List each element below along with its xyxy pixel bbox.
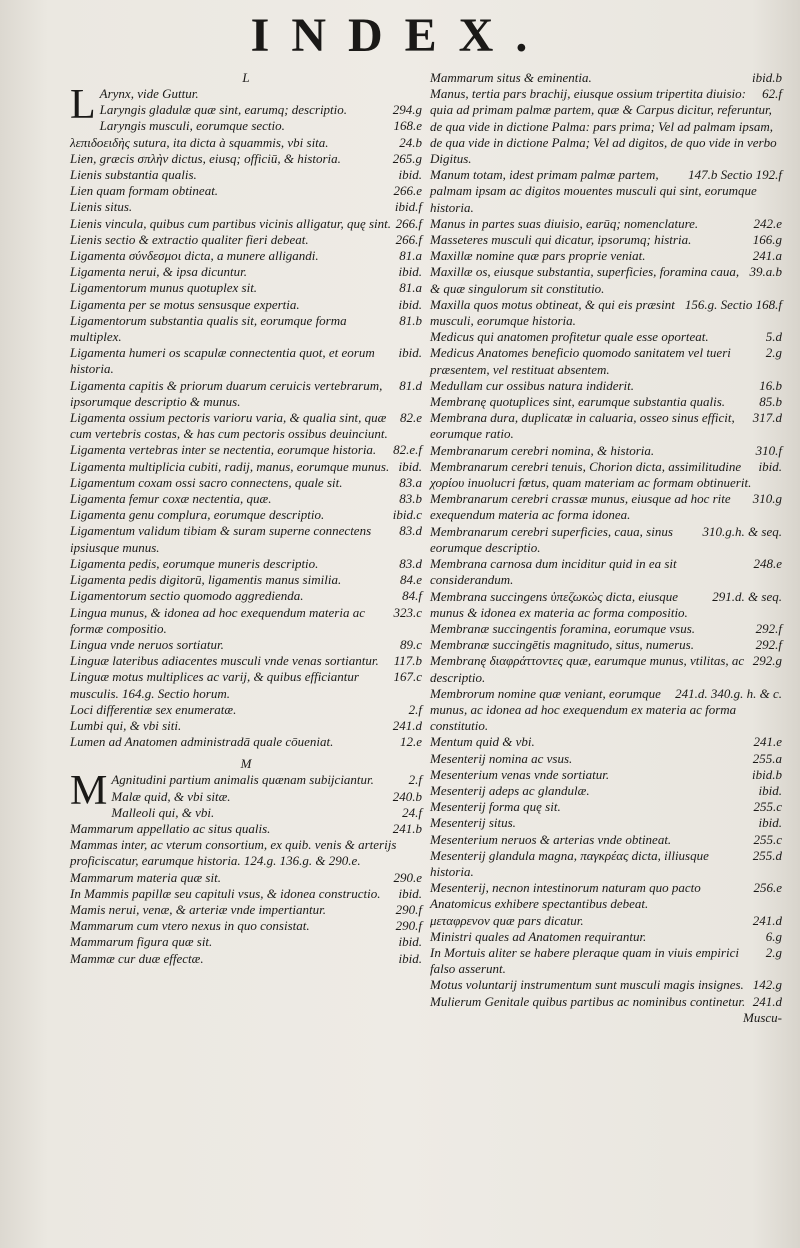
entry-reference: 291.d. & seq. <box>712 588 782 604</box>
entry-text: Ligamentorum sectio quomodo aggredienda. <box>70 588 304 604</box>
entry-reference: 84.e <box>399 572 422 588</box>
index-entry <box>430 410 782 442</box>
entry-text: Masseteres musculi qui dicatur, ipsorumq; histria. <box>430 232 692 248</box>
index-entry <box>70 167 422 183</box>
entry-text: Maxillæ nomine quæ pars proprie veniat. <box>430 248 646 264</box>
entry-reference: 6.g <box>765 928 782 944</box>
index-entry <box>430 443 782 459</box>
entry-reference: ibid.b <box>752 766 782 782</box>
entry-text: Lien, græcis σπλὴν dictus, eiusq; officiū, & historia. <box>70 150 341 166</box>
index-entry <box>70 821 422 837</box>
index-entry <box>430 783 782 799</box>
entry-text: Ligamenta pedis, eorumque muneris descriptio. <box>70 555 319 571</box>
entry-reference: 142.g <box>752 977 782 993</box>
index-entry <box>430 848 782 880</box>
entry-text: Laryngis gladulæ quæ sint, earumq; descriptio. <box>99 102 348 118</box>
index-entry <box>70 572 422 588</box>
entry-text: Maxilla quos motus obtineat, & qui eis præsint musculi, eorumque historia. <box>430 296 675 329</box>
entry-reference: 62.f <box>762 86 782 102</box>
entry-reference: 16.b <box>759 377 782 393</box>
entry-reference: 83.b <box>399 491 422 507</box>
entry-text: Linguæ motus multiplices ac varij, & quibus efficiantur musculis. 164.g. Sectio horum. <box>70 669 359 701</box>
entry-text: Mamis nerui, venæ, & arteriæ vnde impertiantur. <box>70 901 327 917</box>
entry-reference: ibid. <box>758 782 782 798</box>
entry-reference: 256.e <box>753 880 782 896</box>
index-entry <box>70 669 422 701</box>
entry-text: Lienis substantia qualis. <box>70 167 197 183</box>
entry-text: Membranarum cerebri superficies, caua, sinus eorumque descriptio. <box>430 523 673 555</box>
index-entry <box>430 994 782 1010</box>
entry-reference: 82.e <box>399 410 422 426</box>
entry-reference: 39.a.b <box>749 264 782 280</box>
entry-reference: 255.a <box>752 750 782 766</box>
entry-reference: 83.d <box>399 555 422 571</box>
entry-text: Ligamentorum munus quotuplex sit. <box>70 280 258 296</box>
entry-text: Mesenterij glandula magna, παγκρέας dicta, illiusque historia. <box>430 847 709 879</box>
entry-text: Ligamenta capitis & priorum duarum ceruicis vertebrarum, ipsorumque descriptio & munus. <box>70 377 383 409</box>
entry-reference: ibid. <box>398 345 422 361</box>
index-entry <box>70 216 422 232</box>
entry-reference: ibid. <box>398 950 422 966</box>
entry-text: Lumbi qui, & vbi siti. <box>70 717 182 733</box>
entries-l <box>70 82 422 750</box>
entry-reference: 266.f <box>395 215 422 231</box>
index-entry <box>430 491 782 523</box>
index-entry <box>430 297 782 329</box>
entry-reference: 81.a <box>399 280 422 296</box>
entry-text: Malæ quid, & vbi sitæ. <box>111 788 231 804</box>
entry-reference: 241.d <box>392 717 422 733</box>
index-entry <box>70 442 422 458</box>
entry-text: Mulierum Genitale quibus partibus ac nominibus continetur. <box>430 993 746 1009</box>
entry-reference: 290.f <box>395 901 422 917</box>
entry-reference: 294.g <box>392 102 422 118</box>
entry-reference: 167.c <box>393 669 422 685</box>
entry-reference: 310.f <box>755 442 782 458</box>
entry-text: Membrana dura, duplicatæ in caluaria, osseo sinus efficit, eorumque ratio. <box>430 410 735 442</box>
entry-text: Motus voluntarij instrumentum sunt musculi magis insignes. <box>430 977 744 993</box>
entry-reference: ibid. <box>398 296 422 312</box>
index-entry <box>70 605 422 637</box>
entry-text: Loci differentiæ sex enumeratæ. <box>70 701 237 717</box>
index-entry <box>430 248 782 264</box>
entry-text: Membrana carnosa dum inciditur quid in ea sit considerandum. <box>430 556 677 588</box>
entry-reference: ibid. <box>758 815 782 831</box>
index-entry <box>70 491 422 507</box>
index-entry <box>70 653 422 669</box>
entry-reference: ibid. <box>398 167 422 183</box>
entry-text: Malleoli qui, & vbi. <box>111 804 215 820</box>
entry-reference: 266.e <box>393 183 422 199</box>
index-entry <box>70 313 422 345</box>
index-entry <box>430 524 782 556</box>
entry-text: Membranę διαφράττοντες quæ, earumque munus, vtilitas, ac descriptio. <box>430 653 745 685</box>
entry-text: Mammarum situs & eminentia. <box>430 70 592 85</box>
index-entry <box>70 280 422 296</box>
left-column <box>70 70 422 967</box>
entry-text: Membranarum cerebri tenuis, Chorion dicta, assimilitudine χορίου inuolucri fœtus, quam materiam ac formam obtinuerit. <box>430 458 752 491</box>
entry-text: Mammas inter, ac vterum consortium, ex quib. venis & arterijs proficiscatur, earumque historia. 124.g. 136.g. & 290.e. <box>70 837 397 869</box>
entry-text: Arynx, vide Guttur. <box>99 86 199 101</box>
index-entry <box>70 523 422 555</box>
entry-text: Ligamentum coxam ossi sacro connectens, quale sit. <box>70 474 343 490</box>
index-entry <box>430 329 782 345</box>
entry-text: Ministri quales ad Anatomen requirantur. <box>430 928 647 944</box>
entry-reference: 266.f <box>395 231 422 247</box>
entry-text: Mammarum cum vtero nexus in quo consistat. <box>70 918 310 934</box>
index-entry <box>430 216 782 232</box>
entry-reference: 241.a <box>752 248 782 264</box>
entry-text: Ligamenta humeri os scapulæ connectentia quot, et eorum historia. <box>70 345 375 377</box>
index-entry <box>70 805 422 821</box>
page-title: INDEX. <box>250 9 550 62</box>
entry-text: Membranæ succingentis foramina, eorumque vsus. <box>430 620 696 636</box>
entry-reference: ibid.b <box>752 70 782 85</box>
section-letter-m: M <box>240 756 252 772</box>
entry-reference: 81.b <box>399 312 422 328</box>
entry-reference: 290.f <box>395 918 422 934</box>
entry-text: Maxillæ os, eiusque substantia, superficies, foramina caua, & quæ singulorum sit constitutio. <box>430 264 740 296</box>
index-entry <box>430 86 782 167</box>
index-entry <box>430 734 782 750</box>
entry-reference: 82.e.f <box>393 442 422 458</box>
entry-reference: 292.g <box>752 653 782 669</box>
entry-text: Manus, tertia pars brachij, eiusque ossium tripertita diuisio: quia ad primam palmæ partem, quæ & Carpus dicitur, referuntur, de qua vide in dictione Palma: pars prima; Vel ad palmam ipsam, de qua vide in dictione Palma; Vel ad digitos, de quo vide in verbo Digitus. <box>430 86 777 167</box>
entry-reference: ibid.f <box>394 199 422 215</box>
entry-text: Lienis situs. <box>70 199 133 215</box>
index-entry <box>70 264 422 280</box>
entry-text: Ligamenta nerui, & ipsa dicuntur. <box>70 264 247 280</box>
entry-text: Membranarum cerebri crassæ munus, eiusque ad hoc rite exequendum materia ac forma idonea. <box>430 491 731 523</box>
entry-text: Ligamentorum substantia qualis sit, eorumque forma multiplex. <box>70 312 347 345</box>
index-entry <box>430 832 782 848</box>
index-entry <box>430 167 782 216</box>
entry-reference: ibid.c <box>392 507 422 523</box>
entry-text: Linguæ lateribus adiacentes musculi vnde venas sortiantur. <box>70 653 379 669</box>
entry-reference: ibid. <box>398 885 422 901</box>
index-entry <box>70 475 422 491</box>
index-entry <box>430 556 782 588</box>
entry-text: Lingua munus, & idonea ad hoc exequendum materia ac formæ compositio. <box>70 604 365 636</box>
entry-reference: 255.c <box>753 831 782 847</box>
entry-reference: ibid. <box>758 458 782 474</box>
entry-text: Lumen ad Anatomen administradā quale cōueniat. <box>70 734 334 750</box>
entry-text: Membrana succingens ὑπεζωκὼς dicta, eiusque munus & idonea ex materia ac forma compositio. <box>430 588 688 620</box>
entry-reference: 117.b <box>393 653 422 669</box>
entry-reference: 292.f <box>755 620 782 636</box>
section-letter-l: L <box>242 70 250 85</box>
index-entry <box>70 507 422 523</box>
index-entry <box>70 199 422 215</box>
entry-text: Membrorum nomine quæ veniant, eorumque munus, ac idonea ad hoc exequendum ex materia ac forma constitutio. <box>430 685 737 734</box>
entry-reference: 24.b <box>399 134 422 150</box>
entry-text: Mammarum appellatio ac situs qualis. <box>70 820 271 836</box>
entry-text: Mammæ cur duæ effectæ. <box>70 950 204 966</box>
entry-text: Ligamentum validum tibiam & suram superne connectens ipsiusque munus. <box>70 523 372 555</box>
entry-text: Manus in partes suas diuisio, earūq; nomenclature. <box>430 215 699 231</box>
entry-reference: 241.d <box>752 993 782 1009</box>
index-entry <box>430 345 782 377</box>
index-entry <box>430 378 782 394</box>
index-entry <box>70 902 422 918</box>
entry-reference: 265.g <box>392 150 422 166</box>
entry-text: Ligamenta multiplicia cubiti, radij, manus, eorumque munus. <box>70 458 390 474</box>
index-entry <box>430 264 782 296</box>
entry-reference: 241.b <box>392 820 422 836</box>
index-entry <box>70 951 422 967</box>
index-entry <box>430 913 782 929</box>
entry-reference: 310.g.h. & seq. <box>702 523 782 539</box>
entry-reference: 147.b Sectio 192.f <box>688 167 782 183</box>
entry-reference: 240.b <box>392 788 422 804</box>
entry-reference: ibid. <box>398 458 422 474</box>
entry-reference: 323.c <box>393 604 422 620</box>
index-entry <box>430 70 782 86</box>
entry-reference: 241.d. 340.g. h. & c. <box>675 685 782 701</box>
entry-text: Lien quam formam obtineat. <box>70 183 219 199</box>
index-entry <box>430 977 782 993</box>
index-entry <box>70 637 422 653</box>
entry-text: Mesenterij adeps ac glandulæ. <box>430 782 590 798</box>
entry-reference: 241.e <box>753 734 782 750</box>
index-entry <box>70 734 422 750</box>
index-entry <box>70 556 422 572</box>
entry-reference: 292.f <box>755 637 782 653</box>
entry-reference: ibid. <box>398 264 422 280</box>
index-entry <box>70 118 422 134</box>
entry-text: Medicus Anatomes beneficio quomodo sanitatem vel tueri præsentem, vel restituat absentem. <box>430 345 731 377</box>
entry-reference: 317.d <box>752 410 782 426</box>
index-entry <box>70 918 422 934</box>
index-entry <box>70 837 422 869</box>
entry-text: Agnitudini partium animalis quænam subijciantur. <box>111 772 374 788</box>
entry-reference: 255.c <box>753 799 782 815</box>
entry-text: Ligamenta genu complura, eorumque descriptio. <box>70 507 325 523</box>
entry-text: Membranarum cerebri nomina, & historia. <box>430 442 655 458</box>
index-entry <box>70 718 422 734</box>
entry-reference: 2.g <box>765 944 782 960</box>
entry-reference: 83.a <box>399 474 422 490</box>
entry-text: In Mammis papillæ seu capituli vsus, & idonea constructio. <box>70 885 381 901</box>
entry-reference: 248.e <box>753 556 782 572</box>
index-entry <box>430 799 782 815</box>
entry-reference: 290.e <box>393 869 422 885</box>
entry-text: Lingua vnde neruos sortiatur. <box>70 636 224 652</box>
index-entry <box>430 929 782 945</box>
entry-reference: 24.f <box>402 804 422 820</box>
entry-text: Medicus qui anatomen profitetur quale esse oporteat. <box>430 329 709 345</box>
entry-text: Manum totam, idest primam palmæ partem, palmam ipsam ac digitos mouentes musculi qui sint, eorumque historia. <box>430 167 757 215</box>
index-entry <box>430 589 782 621</box>
entry-reference: 2.g <box>765 345 782 361</box>
index-entry <box>70 702 422 718</box>
index-entry <box>70 410 422 442</box>
entry-reference: 2.f <box>408 772 422 788</box>
entry-text: Membranę quotuplices sint, earumque substantia qualis. <box>430 394 726 410</box>
entry-reference: 241.d <box>752 912 782 928</box>
entry-text: Mesenterium neruos & arterias vnde obtineat. <box>430 831 672 847</box>
entry-reference: 89.c <box>399 636 422 652</box>
entry-reference: 242.e <box>753 215 782 231</box>
index-entry <box>70 248 422 264</box>
entry-reference: 81.a <box>399 248 422 264</box>
entry-text: Lienis sectio & extractio qualiter fieri debeat. <box>70 231 309 247</box>
index-entry <box>430 621 782 637</box>
entry-reference: 12.e <box>399 734 422 750</box>
index-entry <box>430 751 782 767</box>
index-entry <box>430 815 782 831</box>
index-entry <box>430 767 782 783</box>
catchword: Muscu- <box>743 1009 782 1025</box>
entry-reference: 2.f <box>408 701 422 717</box>
index-entry <box>430 880 782 912</box>
entry-text: Ligamenta σύνδεσμοι dicta, a munere alligandi. <box>70 248 319 264</box>
entry-text: Ligamenta ossium pectoris varioru varia, & qualia sint, quæ cum vertebris costas, & has cum pectoris ossibus deuinciunt. <box>70 410 388 442</box>
entry-text: Medullam cur ossibus natura indiderit. <box>430 377 635 393</box>
entry-reference: 166.g <box>752 232 782 248</box>
index-entry <box>70 151 422 167</box>
entry-text: Lienis vincula, quibus cum partibus vicinis alligatur, quę sint. <box>70 215 392 231</box>
index-entry <box>430 945 782 977</box>
entry-text: Mesenterij situs. <box>430 815 516 831</box>
entry-text: In Mortuis aliter se habere pleraque quam in viuis empirici falso asserunt. <box>430 944 739 977</box>
index-entry <box>70 102 422 118</box>
index-entry <box>430 686 782 735</box>
index-entry <box>430 394 782 410</box>
entry-text: Membranæ succingētis magnitudo, situs, numerus. <box>430 637 694 653</box>
entry-reference: 83.d <box>399 523 422 539</box>
entry-reference: 255.d <box>752 847 782 863</box>
entry-text: Ligamenta femur coxæ nectentia, quæ. <box>70 491 272 507</box>
index-entry <box>70 934 422 950</box>
entry-text: Mammarum materia quæ sit. <box>70 869 221 885</box>
right-column <box>430 70 782 1026</box>
index-entry <box>70 183 422 199</box>
entry-text: Laryngis musculi, eorumque sectio. <box>99 118 285 134</box>
index-entry <box>70 232 422 248</box>
index-entry <box>430 232 782 248</box>
entries-m <box>70 768 422 966</box>
index-entry <box>70 870 422 886</box>
index-entry <box>70 297 422 313</box>
index-entry <box>70 378 422 410</box>
entry-text: Mesenterij nomina ac vsus. <box>430 750 573 766</box>
index-entry <box>70 886 422 902</box>
drop-cap: L <box>70 82 96 128</box>
entry-text: λεπιδοειδὴς sutura, ita dicta à squammis, vbi sita. <box>70 134 329 150</box>
entry-text: Ligamenta pedis digitorū, ligamentis manus similia. <box>70 572 342 588</box>
entry-reference: 168.e <box>393 118 422 134</box>
entry-text: Mentum quid & vbi. <box>430 734 535 750</box>
index-entry <box>70 459 422 475</box>
entry-reference: 85.b <box>759 394 782 410</box>
index-entry <box>70 345 422 377</box>
entry-reference: 84.f <box>402 588 422 604</box>
entry-reference: 5.d <box>765 329 782 345</box>
entry-text: Mesenterij forma quę sit. <box>430 799 561 815</box>
index-entry <box>70 588 422 604</box>
index-entry <box>430 459 782 491</box>
index-entry <box>430 637 782 653</box>
entry-reference: ibid. <box>398 934 422 950</box>
entry-reference: 310.g <box>752 491 782 507</box>
entry-text: μεταφρενον quæ pars dicatur. <box>430 912 584 928</box>
index-entry <box>70 789 422 805</box>
drop-cap: M <box>70 768 108 815</box>
entry-text: Mesenterium venas vnde sortiatur. <box>430 766 610 782</box>
entry-text: Ligamenta per se motus sensusque expertia. <box>70 296 300 312</box>
entry-reference: 156.g. Sectio 168.f <box>684 296 782 312</box>
entry-text: Mesenterij, necnon intestinorum naturam quo pacto Anatomicus exhibere spectantibus debeat. <box>430 880 701 912</box>
index-entry <box>70 135 422 151</box>
entry-reference: 81.d <box>399 377 422 393</box>
entry-text: Ligamenta vertebras inter se nectentia, eorumque historia. <box>70 442 377 458</box>
index-entry <box>430 653 782 685</box>
entries-right <box>430 70 782 1010</box>
entry-text: Mammarum figura quæ sit. <box>70 934 213 950</box>
